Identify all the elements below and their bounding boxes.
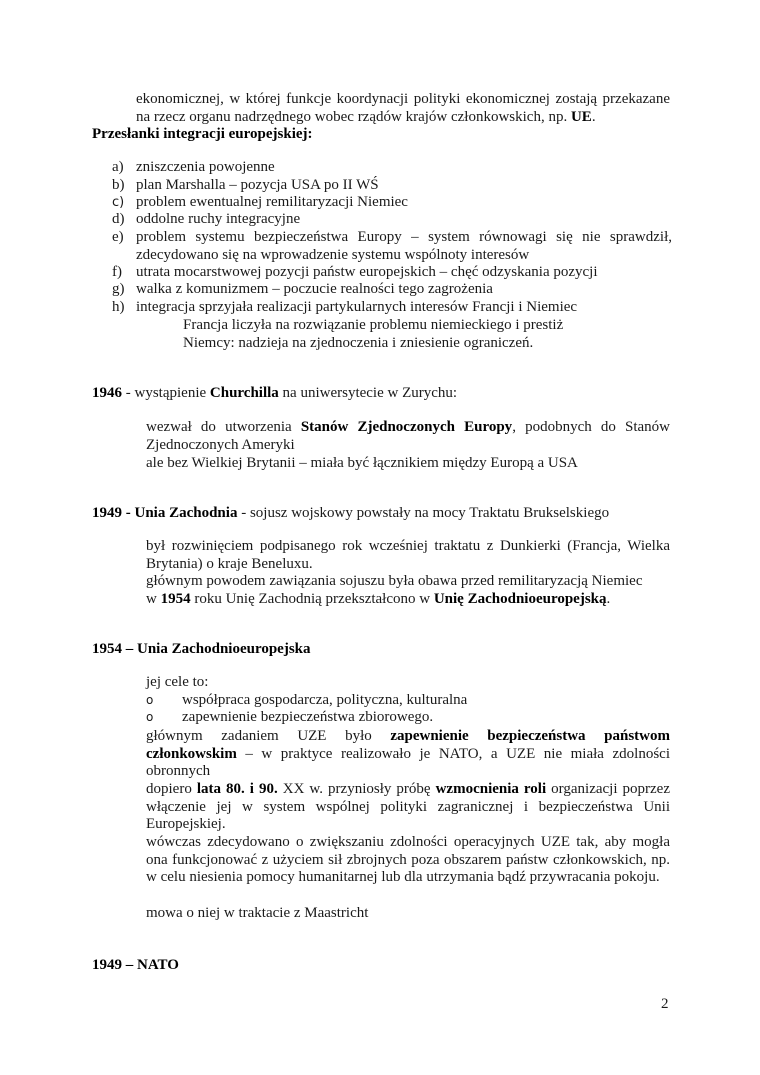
bold-text: wzmocnienia roli — [435, 781, 547, 797]
list-text: problem systemu bezpieczeństwa Europy – system równowagi się nie sprawdził, zdecydowano się na wprowadzenie systemu wspólnoty interesów — [136, 229, 672, 263]
heading-text: - wystąpienie — [122, 385, 210, 401]
name-bold: Churchilla — [209, 385, 279, 401]
paragraph: ale bez Wielkiej Brytanii – miała być łącznikiem między Europą a USA — [146, 455, 578, 471]
list-item — [112, 299, 672, 317]
list-item — [112, 194, 672, 212]
list-text: plan Marshalla – pozycja USA po II WŚ — [136, 177, 379, 193]
year: 1946 — [92, 385, 122, 401]
bold-text: zapewnienie bezpieczeństwa państwom członkowskim — [146, 728, 670, 762]
bold-text: Stanów Zjednoczonych Europy — [300, 419, 513, 435]
heading-text: 1949 – NATO — [92, 957, 179, 973]
text: XX w. przyniosły próbę — [277, 781, 436, 797]
section-1954-heading — [92, 641, 311, 659]
list-marker: a) — [112, 159, 124, 175]
heading-text: na uniwersytecie w Zurychu: — [278, 385, 458, 401]
paragraph: wówczas zdecydowano o zwiększaniu zdolności operacyjnych UZE tak, aby mogła ona funkcjonować z użyciem sił zbrojnych poza obszarem państw członkowskich, np. w celu niesienia pomocy humanitarnej lub dla utrzymania bądź przywracania pokoju. — [146, 834, 670, 886]
list-text: zniszczenia powojenne — [136, 159, 275, 175]
heading-text: 1954 – Unia Zachodnioeuropejska — [92, 641, 311, 657]
heading-bold: 1949 - Unia Zachodnia — [92, 505, 238, 521]
text: w — [146, 591, 161, 607]
section-nato-heading — [92, 957, 179, 975]
bullet-text: współpraca gospodarcza, polityczna, kulturalna — [182, 692, 468, 708]
list-marker: f) — [112, 264, 122, 280]
intro-text: ekonomicznej, w której funkcje koordynacji polityki ekonomicznej zostają przekazane na rzecz organu nadrzędnego wobec rządów krajów członkowskich, np. — [136, 91, 670, 125]
section-1946-heading — [92, 385, 457, 403]
list-text: integracja sprzyjała realizacji partykularnych interesów Francji i Niemiec — [136, 299, 578, 315]
intro-bold: UE — [570, 108, 592, 125]
text: głównym zadaniem UZE było — [146, 728, 391, 744]
heading-text: - sojusz wojskowy powstały na mocy Traktatu Brukselskiego — [237, 505, 610, 521]
list-marker: b) — [112, 177, 125, 193]
list-item — [112, 264, 672, 282]
paragraph: jej cele to: — [146, 674, 209, 690]
bullet-item — [146, 709, 433, 727]
bold-text: lata 80. i 90. — [196, 781, 278, 797]
bullet-icon: o — [146, 693, 154, 707]
text: organizacji poprzez włączenie jej w system wspólnej polityki zagranicznej i bezpieczeństwa Unii Europejskiej. — [146, 781, 670, 833]
bold-text: Unię Zachodnioeuropejską — [433, 591, 607, 607]
list-item — [112, 159, 672, 177]
paragraph: głównym powodem zawiązania sojuszu była obawa przed remilitaryzacją Niemiec — [146, 573, 643, 589]
list-item — [112, 211, 672, 229]
text: wezwał do utworzenia — [146, 419, 301, 435]
list-text: problem ewentualnej remilitaryzacji Niemiec — [136, 194, 408, 210]
paragraph — [146, 728, 670, 781]
premises-heading — [92, 126, 313, 144]
list-text: walka z komunizmem – poczucie realności tego zagrożenia — [136, 281, 493, 297]
intro-paragraph — [136, 91, 670, 126]
paragraph: był rozwinięciem podpisanego rok wcześniej traktatu z Dunkierki (Francja, Wielka Brytania) o kraje Beneluxu. — [146, 538, 670, 572]
list-marker: h) — [112, 299, 125, 315]
list-text: oddolne ruchy integracyjne — [136, 211, 301, 227]
paragraph — [146, 781, 670, 834]
intro-end: . — [591, 108, 596, 125]
sub-item-france: Francja liczyła na rozwiązanie problemu niemieckiego i prestiż — [183, 317, 564, 333]
list-item — [112, 177, 672, 195]
page-number: 2 — [661, 996, 669, 1012]
list-marker: c) — [112, 195, 125, 210]
text: roku Unię Zachodnią przekształcono w — [190, 591, 434, 607]
section-1949-heading — [92, 505, 609, 523]
sub-item-germany: Niemcy: nadzieja na zjednoczenia i zniesienie ograniczeń. — [183, 335, 534, 351]
text: , podobnych do Stanów Zjednoczonych Ameryki — [146, 419, 670, 453]
list-marker: g) — [112, 281, 125, 297]
paragraph: mowa o niej w traktacie z Maastricht — [146, 905, 369, 921]
list-item — [112, 281, 672, 299]
bullet-item — [146, 692, 467, 710]
list-marker: d) — [112, 211, 125, 227]
paragraph — [146, 591, 610, 609]
text: – w praktyce realizowało je NATO, a UZE nie miała zdolności obronnych — [146, 745, 670, 780]
list-marker: e) — [112, 229, 124, 245]
text: dopiero — [146, 781, 197, 797]
premises-heading-text: Przesłanki integracji europejskiej: — [92, 126, 313, 142]
paragraph — [146, 419, 670, 454]
list-text: utrata mocarstwowej pozycji państw europejskich – chęć odzyskania pozycji — [136, 264, 598, 280]
bullet-text: zapewnienie bezpieczeństwa zbiorowego. — [182, 709, 434, 725]
bold-text: 1954 — [160, 591, 191, 607]
text: . — [606, 591, 611, 607]
list-item — [112, 229, 672, 264]
bullet-icon: o — [146, 710, 154, 724]
